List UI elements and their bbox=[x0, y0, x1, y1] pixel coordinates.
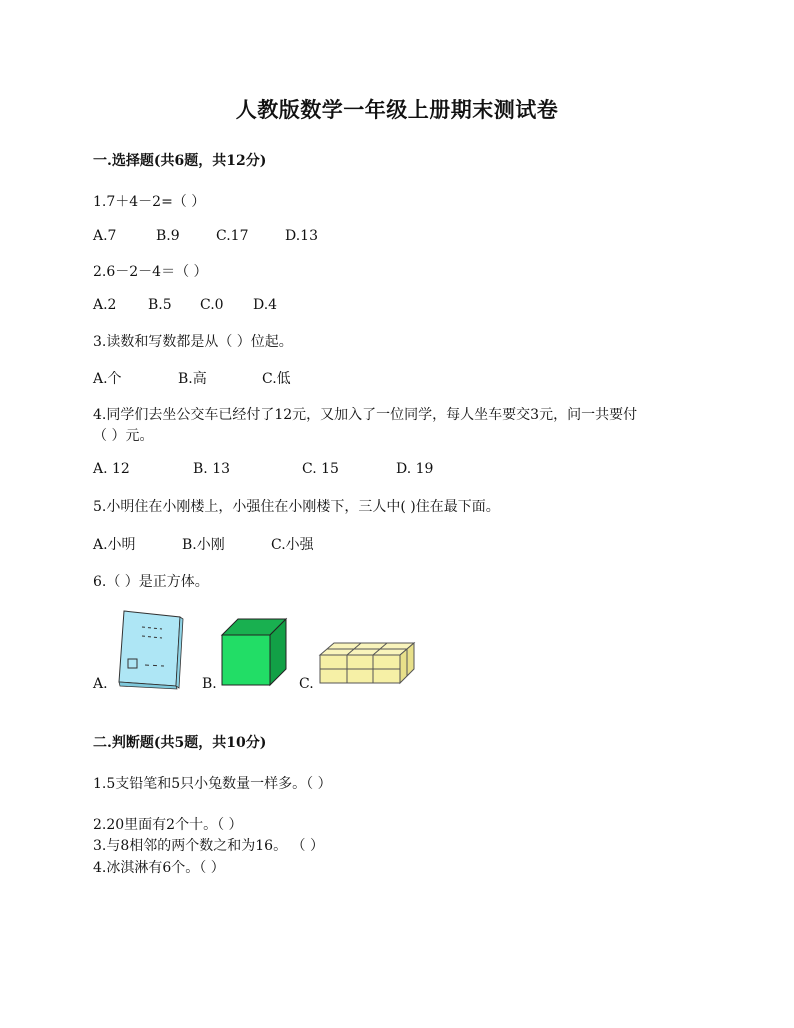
q3-option-a: A.个 bbox=[93, 371, 122, 387]
q4-option-a: A. 12 bbox=[93, 461, 130, 477]
q6-option-a: A. bbox=[93, 676, 108, 692]
q6-option-c: C. bbox=[299, 676, 314, 692]
question-2: 2.6－2－4＝（ ） bbox=[93, 264, 208, 280]
q2-option-d: D.4 bbox=[253, 297, 278, 313]
question-4-line-1: 4.同学们去坐公交车已经付了12元，又加入了一位同学，每人坐车要交3元，问一共要付 bbox=[93, 407, 638, 423]
question-1: 1.7＋4－2=（ ） bbox=[93, 194, 206, 210]
question-5: 5.小明住在小刚楼上，小强住在小刚楼下，三人中( )住在最下面。 bbox=[93, 499, 500, 515]
q2-option-c: C.0 bbox=[200, 297, 224, 313]
q1-option-b: B.9 bbox=[156, 228, 180, 244]
q4-option-c: C. 15 bbox=[302, 461, 339, 477]
q1-option-a: A.7 bbox=[93, 228, 117, 244]
q6-option-b: B. bbox=[202, 676, 217, 692]
cube-icon bbox=[220, 617, 288, 687]
page-title: 人教版数学一年级上册期末测试卷 bbox=[235, 97, 559, 122]
q3-option-c: C.低 bbox=[262, 371, 291, 387]
q2-option-b: B.5 bbox=[148, 297, 172, 313]
q5-option-a: A.小明 bbox=[93, 537, 136, 553]
cuboid-box-icon bbox=[318, 641, 418, 687]
q5-option-c: C.小强 bbox=[271, 537, 314, 553]
judge-item-2: 2.20里面有2个十。（ ） bbox=[93, 817, 243, 833]
section-heading-true-false: 二.判断题(共5题，共10分) bbox=[93, 735, 267, 751]
section-heading-choice: 一.选择题(共6题，共12分) bbox=[93, 153, 267, 169]
q3-option-b: B.高 bbox=[178, 371, 207, 387]
book-icon bbox=[114, 608, 186, 690]
q4-option-b: B. 13 bbox=[193, 461, 231, 477]
question-6: 6.（ ）是正方体。 bbox=[93, 574, 209, 590]
question-4-line-2: （ ）元。 bbox=[93, 428, 154, 444]
judge-item-3: 3.与8相邻的两个数之和为16。 （ ） bbox=[93, 838, 324, 854]
q1-option-d: D.13 bbox=[285, 228, 318, 244]
q4-option-d: D. 19 bbox=[396, 461, 434, 477]
q5-option-b: B.小刚 bbox=[182, 537, 225, 553]
q1-option-c: C.17 bbox=[216, 228, 249, 244]
question-3: 3.读数和写数都是从（ ）位起。 bbox=[93, 334, 293, 350]
judge-item-4: 4.冰淇淋有6个。（ ） bbox=[93, 860, 225, 876]
judge-item-1: 1.5支铅笔和5只小兔数量一样多。（ ） bbox=[93, 776, 332, 792]
q2-option-a: A.2 bbox=[93, 297, 117, 313]
